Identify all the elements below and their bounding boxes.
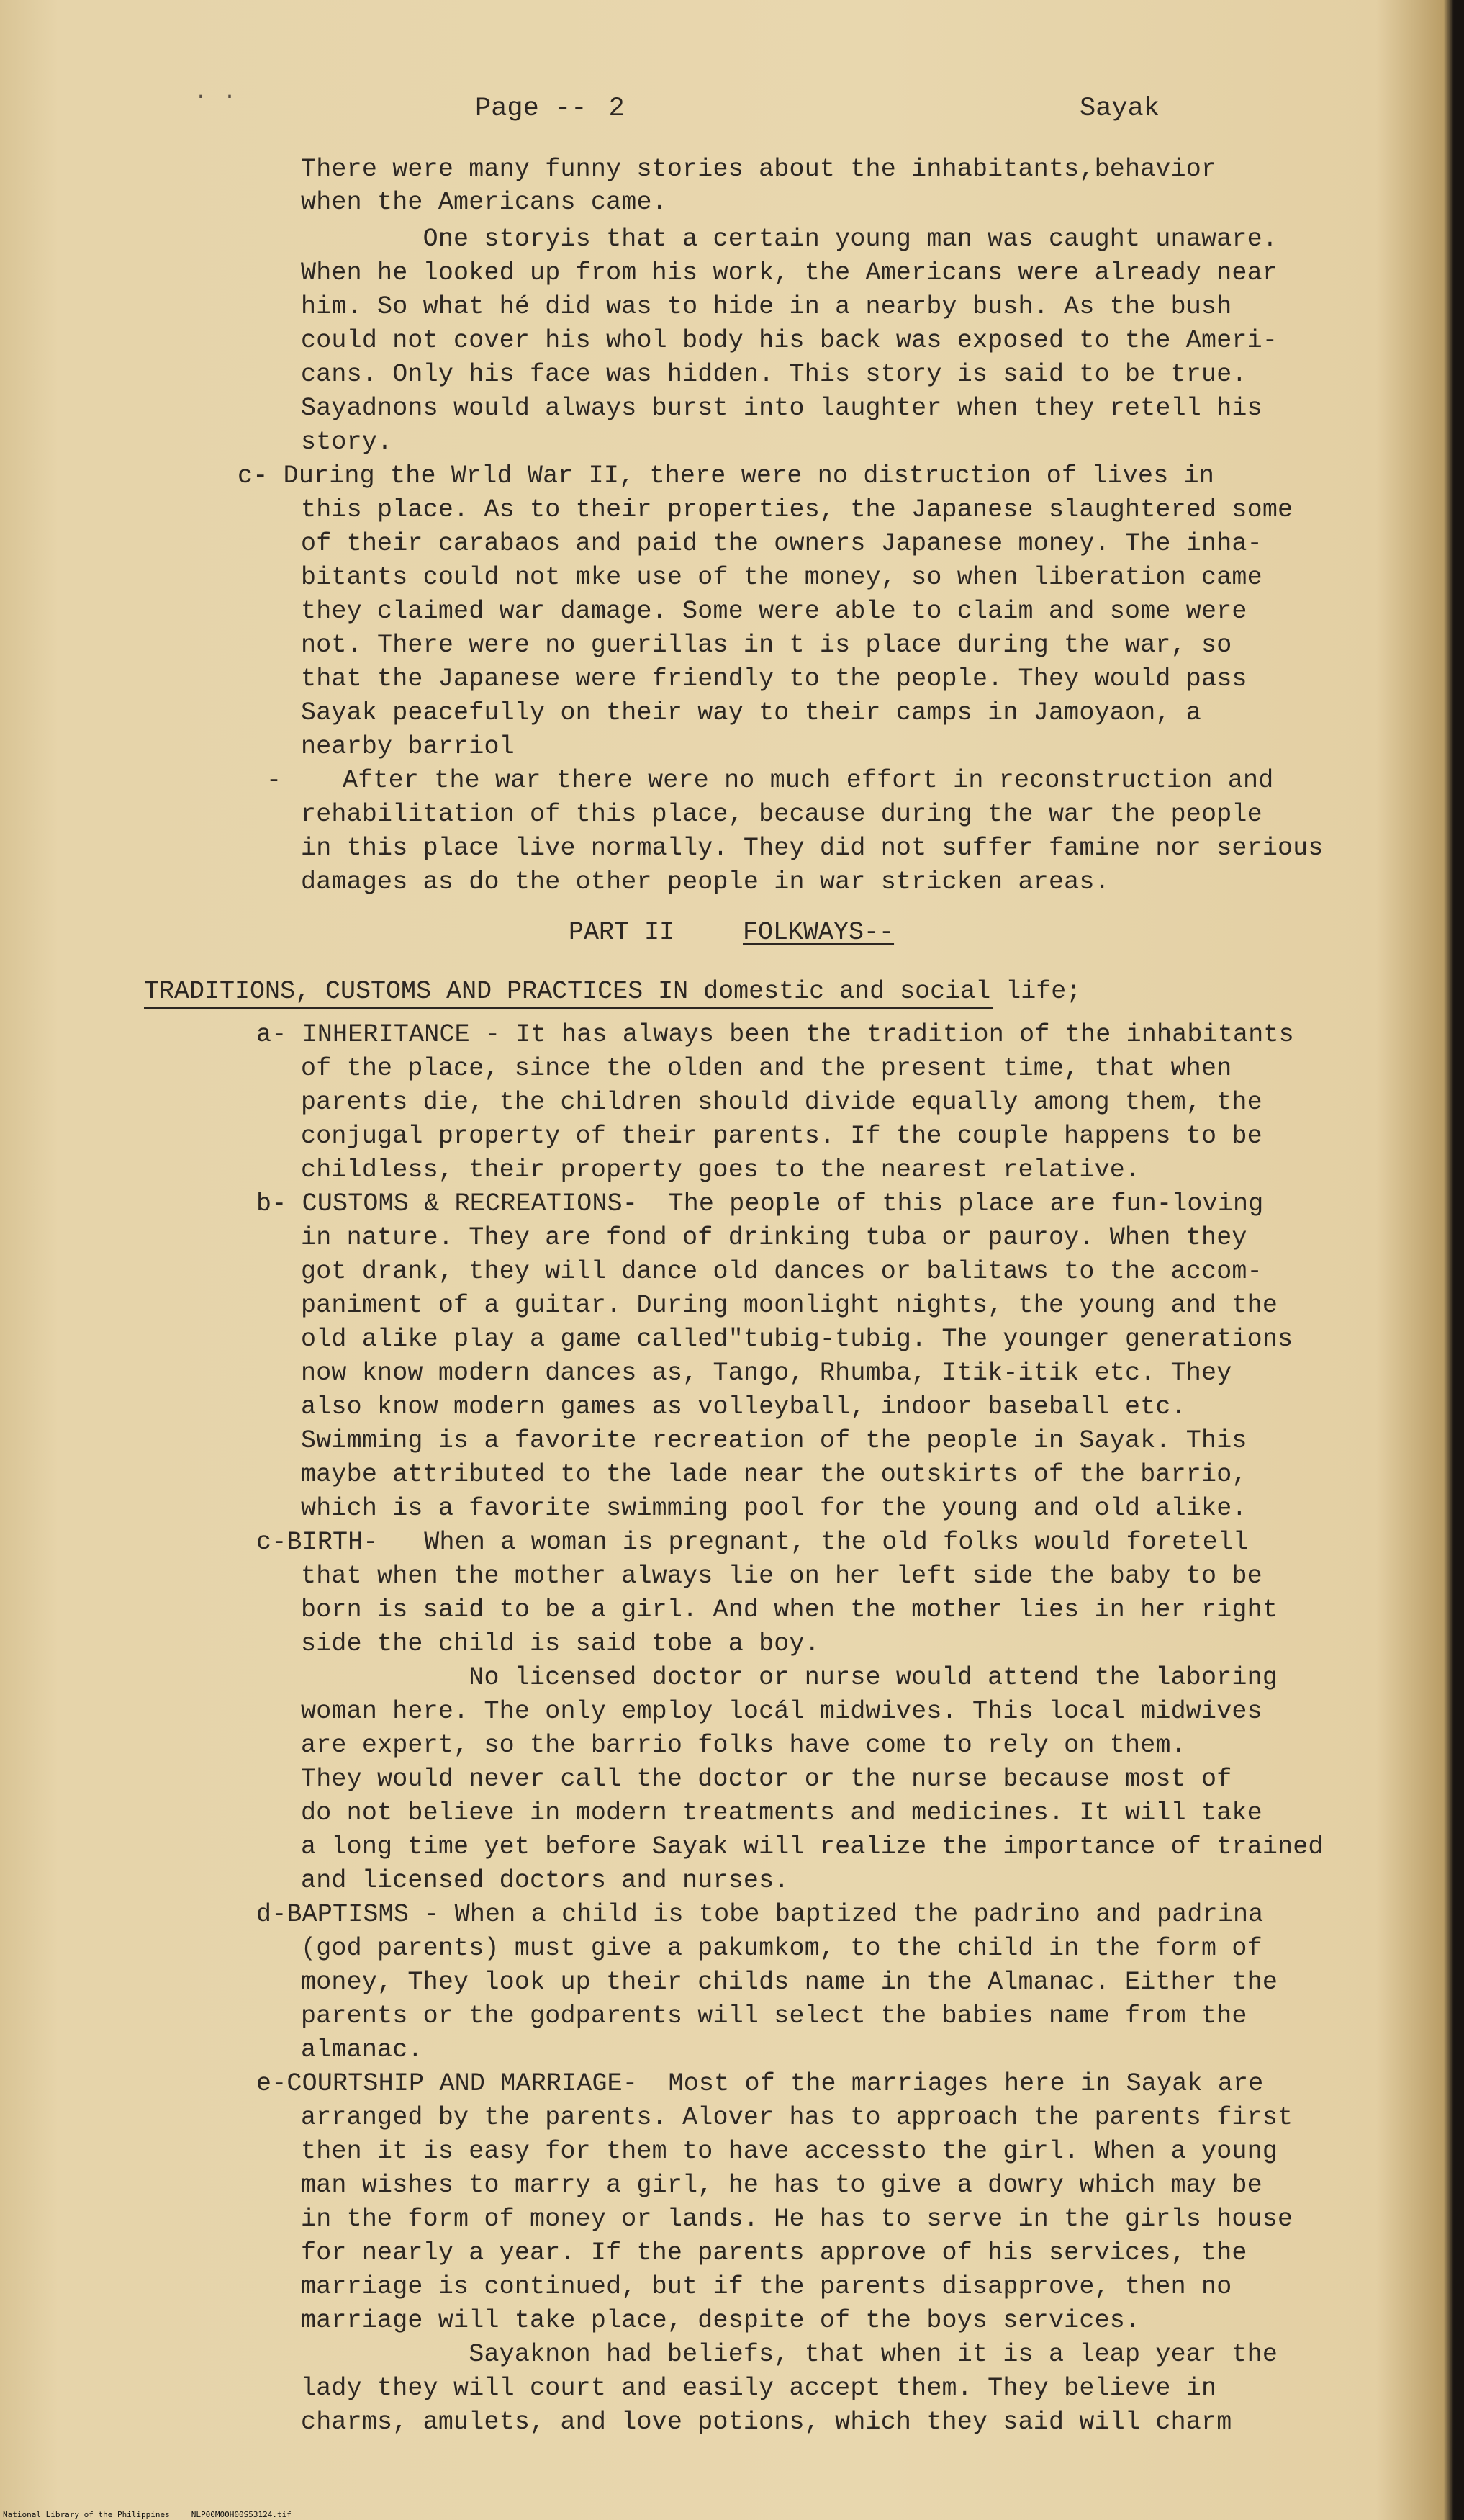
text-line: arranged by the parents. Alover has to approach the parents first — [301, 2103, 1293, 2132]
text-line: One storyis that a certain young man was caught unaware. — [301, 225, 1278, 253]
text-line: that the Japanese were friendly to the people. They would pass — [301, 665, 1247, 693]
text-line: Sayadnons would always burst into laughter when they retell his — [301, 394, 1262, 423]
text-line: maybe attributed to the lade near the outskirts of the barrio, — [301, 1460, 1247, 1489]
text-line: b- CUSTOMS & RECREATIONS- The people of this place are fun-loving — [256, 1189, 1264, 1218]
text-line: they claimed war damage. Some were able to claim and some were — [301, 597, 1247, 626]
text-line: childless, their property goes to the nearest relative. — [301, 1156, 1141, 1184]
text-line: in the form of money or lands. He has to serve in the girls house — [301, 2205, 1293, 2233]
text-line: could not cover his whol body his back was exposed to the Ameri- — [301, 326, 1278, 355]
text-line: old alike play a game called"tubig-tubig. The younger generations — [301, 1325, 1293, 1354]
text-line: Swimming is a favorite recreation of the people in Sayak. This — [301, 1426, 1247, 1455]
text-line: damages as do the other people in war stricken areas. — [301, 868, 1110, 896]
file-id: NLP00M00H00S53124.tif — [191, 2510, 292, 2519]
page-header — [475, 94, 625, 124]
text-line: Sayak peacefully on their way to their camps in Jamoyaon, a — [301, 698, 1202, 727]
text-line: not. There were no guerillas in t is place during the war, so — [301, 631, 1232, 660]
text-line: of their carabaos and paid the owners Japanese money. The inha- — [301, 529, 1262, 558]
text-line: e-COURTSHIP AND MARRIAGE- Most of the marriages here in Sayak are — [256, 2069, 1264, 2098]
text-line: conjugal property of their parents. If the couple happens to be — [301, 1122, 1262, 1151]
text-line: paniment of a guitar. During moonlight nights, the young and the — [301, 1291, 1278, 1320]
text-line: bitants could not mke use of the money, so when liberation came — [301, 563, 1262, 592]
text-line: There were many funny stories about the inhabitants,behavior — [301, 155, 1217, 184]
text-line: story. — [301, 428, 393, 456]
text-line: in nature. They are fond of drinking tuba or pauroy. When they — [301, 1223, 1247, 1252]
text-line: this place. As to their properties, the Japanese slaughtered some — [301, 495, 1293, 524]
text-line: now know modern dances as, Tango, Rhumba, Itik-itik etc. They — [301, 1359, 1232, 1387]
text-line: charms, amulets, and love potions, which they said will charm — [301, 2408, 1232, 2436]
text-line: marriage is continued, but if the parents disapprove, then no — [301, 2272, 1232, 2301]
text-line: of the place, since the olden and the present time, that when — [301, 1054, 1232, 1083]
text-line: in this place live normally. They did not suffer famine nor serious — [301, 834, 1324, 863]
scan-footer — [3, 2510, 292, 2519]
text-line: born is said to be a girl. And when the mother lies in her right — [301, 1596, 1278, 1624]
text-line: a long time yet before Sayak will realize the importance of trained — [301, 1832, 1324, 1861]
page-label: Page -- — [475, 94, 587, 124]
text-line: (god parents) must give a pakumkom, to the child in the form of — [301, 1934, 1262, 1963]
text-line: that when the mother always lie on her left side the baby to be — [301, 1562, 1262, 1590]
text-line: almanac. — [301, 2035, 423, 2064]
text-line: When he looked up from his work, the Americans were already near — [301, 258, 1278, 287]
text-line: got drank, they will dance old dances or balitaws to the accom- — [301, 1257, 1262, 1286]
text-line: then it is easy for them to have accessto the girl. When a young — [301, 2137, 1278, 2166]
heading-underline — [144, 1007, 993, 1009]
text-line: and licensed doctors and nurses. — [301, 1866, 790, 1895]
text-line: money, They look up their childs name in the Almanac. Either the — [301, 1968, 1278, 1997]
text-line: c-BIRTH- When a woman is pregnant, the old folks would foretell — [256, 1528, 1249, 1557]
text-line: They would never call the doctor or the nurse because most of — [301, 1765, 1232, 1794]
text-line: cans. Only his face was hidden. This story is said to be true. — [301, 360, 1247, 389]
text-line: for nearly a year. If the parents approve of his services, the — [301, 2238, 1247, 2267]
text-line: nearby barriol — [301, 732, 515, 761]
text-line: d-BAPTISMS - When a child is tobe baptized the padrino and padrina — [256, 1900, 1264, 1929]
part-label: PART II — [569, 918, 675, 947]
text-line: which is a favorite swimming pool for the young and old alike. — [301, 1494, 1247, 1523]
text-line: Sayaknon had beliefs, that when it is a leap year the — [301, 2340, 1278, 2369]
text-line: woman here. The only employ locál midwives. This local midwives — [301, 1697, 1262, 1726]
text-line: No licensed doctor or nurse would attend the laboring — [301, 1663, 1278, 1692]
part-title: FOLKWAYS-- — [743, 918, 895, 947]
text-line: him. So what hé did was to hide in a nearby bush. As the bush — [301, 292, 1232, 321]
text-line: - After the war there were no much effort in reconstruction and — [266, 766, 1274, 795]
text-line: a- INHERITANCE - It has always been the tradition of the inhabitants — [256, 1020, 1294, 1049]
text-line: man wishes to marry a girl, he has to give a dowry which may be — [301, 2171, 1262, 2200]
library-credit: National Library of the Philippines — [3, 2510, 170, 2519]
text-line: c- During the Wrld War II, there were no distruction of lives in — [238, 462, 1215, 490]
text-line: side the child is said tobe a boy. — [301, 1629, 820, 1658]
text-line: are expert, so the barrio folks have come to rely on them. — [301, 1731, 1186, 1760]
text-line: parents die, the children should divide equally among them, the — [301, 1088, 1262, 1117]
barrio-name: Sayak — [1080, 94, 1160, 124]
text-line: marriage will take place, despite of the boys services. — [301, 2306, 1141, 2335]
text-line: rehabilitation of this place, because during the war the people — [301, 800, 1262, 829]
text-line: lady they will court and easily accept them. They believe in — [301, 2374, 1217, 2403]
text-line: also know modern games as volleyball, indoor baseball etc. — [301, 1392, 1186, 1421]
text-line: parents or the godparents will select the babies name from the — [301, 2002, 1247, 2030]
text-line: do not believe in modern treatments and medicines. It will take — [301, 1799, 1262, 1827]
section-heading: TRADITIONS, CUSTOMS AND PRACTICES IN domestic and social life; — [144, 977, 1082, 1006]
page-number: 2 — [608, 94, 625, 124]
text-line: when the Americans came. — [301, 188, 667, 217]
corner-marks: · · — [194, 85, 238, 109]
